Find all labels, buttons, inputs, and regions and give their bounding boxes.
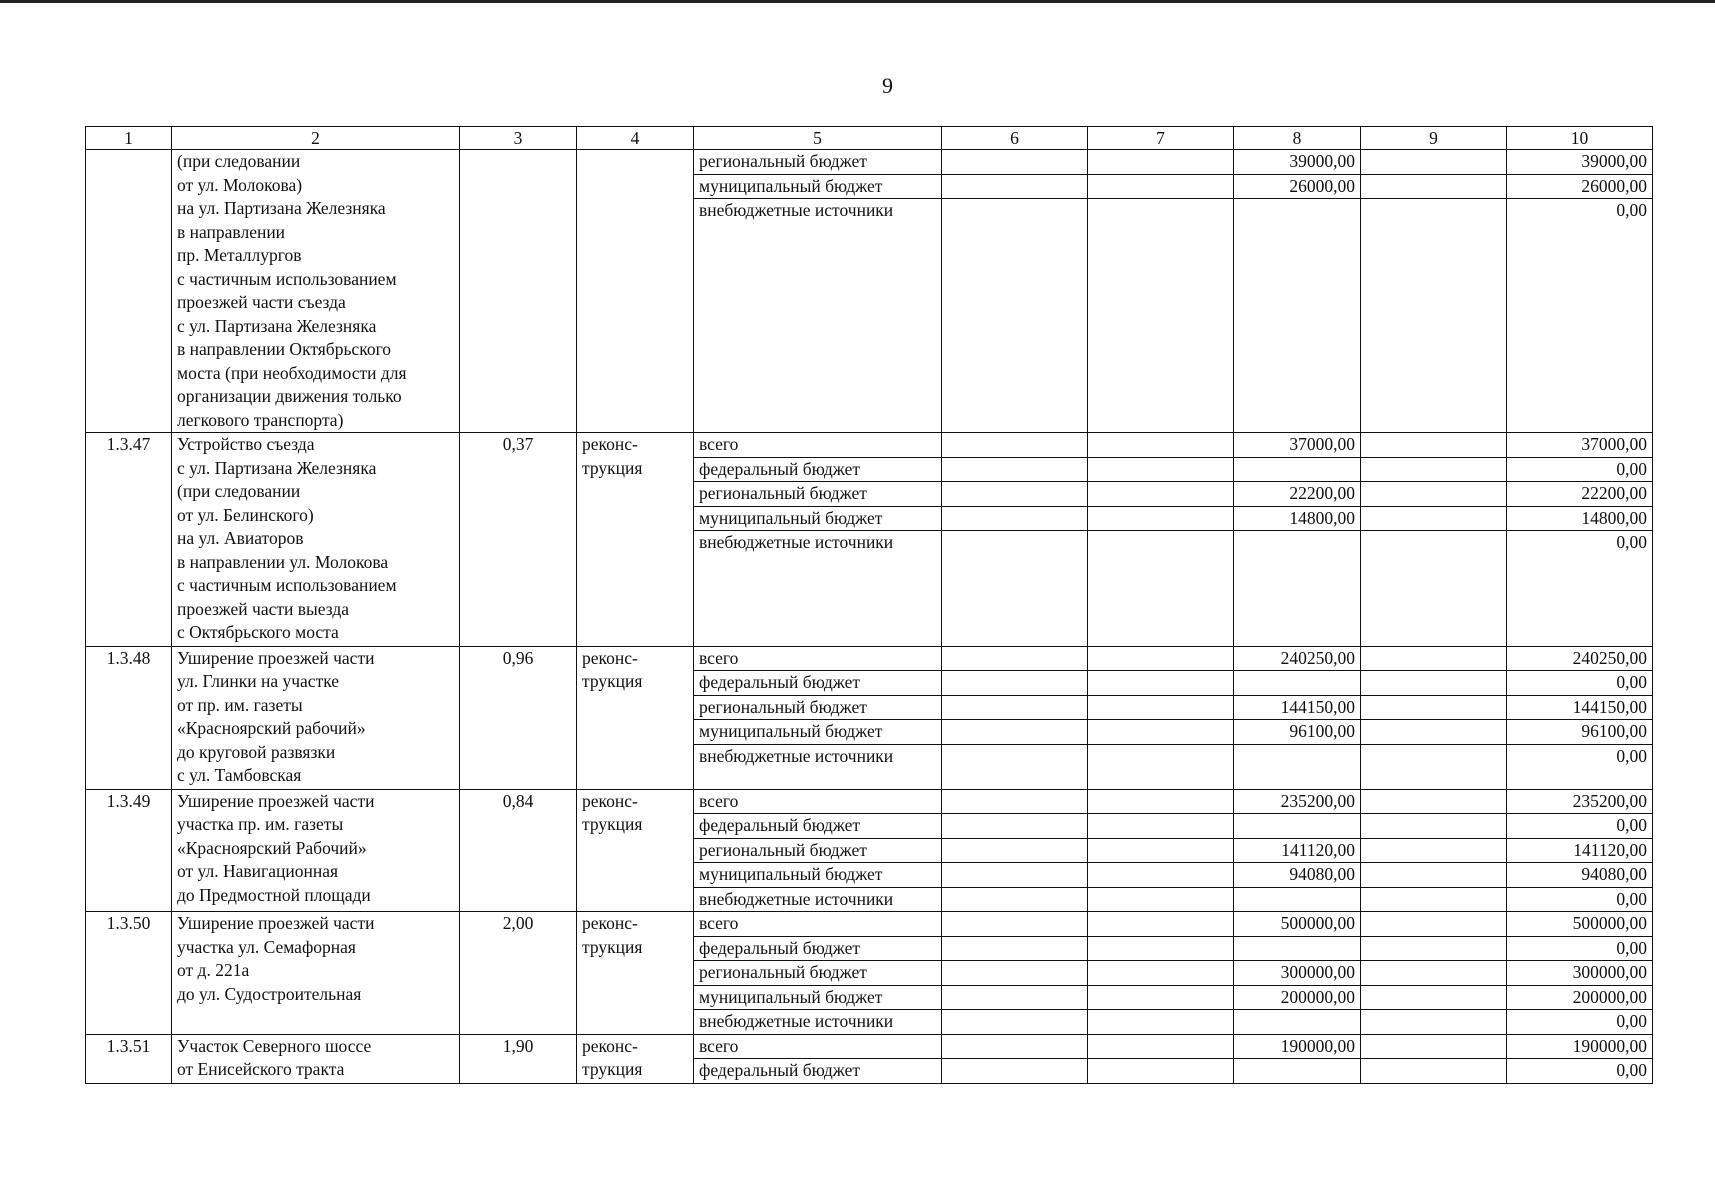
capacity-cell: 0,96 — [460, 646, 577, 789]
amount-col9 — [1361, 936, 1507, 961]
funding-source: муниципальный бюджет — [694, 863, 942, 888]
amount-col6 — [942, 863, 1088, 888]
funding-source: муниципальный бюджет — [694, 720, 942, 745]
amount-col9 — [1361, 150, 1507, 175]
scan-top-edge — [0, 0, 1715, 3]
table-row — [86, 646, 1653, 671]
amount-total: 0,00 — [1507, 887, 1653, 912]
amount-total: 500000,00 — [1507, 912, 1653, 937]
amount-col7 — [1088, 814, 1234, 839]
amount-col6 — [942, 936, 1088, 961]
amount-col8: 22200,00 — [1234, 482, 1361, 507]
amount-col9 — [1361, 457, 1507, 482]
amount-col6 — [942, 482, 1088, 507]
amount-col6 — [942, 985, 1088, 1010]
amount-col7 — [1088, 150, 1234, 175]
table-body — [86, 150, 1653, 1084]
amount-col6 — [942, 814, 1088, 839]
amount-col7 — [1088, 482, 1234, 507]
table-row — [86, 150, 1653, 175]
amount-col7 — [1088, 433, 1234, 458]
amount-col6 — [942, 671, 1088, 696]
amount-col6 — [942, 887, 1088, 912]
amount-total: 240250,00 — [1507, 646, 1653, 671]
amount-col8: 240250,00 — [1234, 646, 1361, 671]
item-number — [86, 150, 172, 433]
amount-col8: 26000,00 — [1234, 174, 1361, 199]
amount-col9 — [1361, 912, 1507, 937]
amount-col8: 14800,00 — [1234, 506, 1361, 531]
amount-total: 0,00 — [1507, 744, 1653, 789]
amount-col8 — [1234, 457, 1361, 482]
amount-total: 235200,00 — [1507, 789, 1653, 814]
amount-total: 0,00 — [1507, 814, 1653, 839]
funding-source: внебюджетные источники — [694, 199, 942, 433]
amount-col6 — [942, 150, 1088, 175]
amount-col8: 144150,00 — [1234, 695, 1361, 720]
work-type-cell: реконс- трукция — [577, 912, 694, 1035]
amount-col6 — [942, 789, 1088, 814]
amount-col8: 39000,00 — [1234, 150, 1361, 175]
amount-total: 39000,00 — [1507, 150, 1653, 175]
amount-col9 — [1361, 789, 1507, 814]
amount-col9 — [1361, 720, 1507, 745]
amount-total: 26000,00 — [1507, 174, 1653, 199]
amount-col9 — [1361, 671, 1507, 696]
amount-col6 — [942, 174, 1088, 199]
funding-source: региональный бюджет — [694, 838, 942, 863]
table-row — [86, 433, 1653, 458]
amount-col9 — [1361, 1059, 1507, 1084]
amount-total: 0,00 — [1507, 936, 1653, 961]
amount-col6 — [942, 912, 1088, 937]
funding-source: федеральный бюджет — [694, 671, 942, 696]
amount-col7 — [1088, 936, 1234, 961]
column-header: 7 — [1088, 127, 1234, 150]
amount-total: 0,00 — [1507, 1010, 1653, 1035]
amount-col6 — [942, 646, 1088, 671]
amount-total: 96100,00 — [1507, 720, 1653, 745]
funding-source: федеральный бюджет — [694, 457, 942, 482]
amount-total: 190000,00 — [1507, 1034, 1653, 1059]
work-type-cell: реконс- трукция — [577, 789, 694, 912]
amount-col8: 235200,00 — [1234, 789, 1361, 814]
item-description: Уширение проезжей части участка пр. им. газеты «Красноярский Рабочий» от ул. Навигационная до Предмостной площади — [172, 789, 460, 912]
amount-col7 — [1088, 457, 1234, 482]
amount-total: 0,00 — [1507, 531, 1653, 647]
amount-col7 — [1088, 199, 1234, 433]
amount-total: 22200,00 — [1507, 482, 1653, 507]
funding-source: всего — [694, 789, 942, 814]
amount-col9 — [1361, 744, 1507, 789]
amount-col6 — [942, 1059, 1088, 1084]
amount-col7 — [1088, 863, 1234, 888]
amount-col7 — [1088, 174, 1234, 199]
amount-col6 — [942, 199, 1088, 433]
amount-total: 0,00 — [1507, 671, 1653, 696]
column-header: 2 — [172, 127, 460, 150]
amount-total: 0,00 — [1507, 457, 1653, 482]
amount-col6 — [942, 961, 1088, 986]
funding-source: федеральный бюджет — [694, 814, 942, 839]
amount-col9 — [1361, 506, 1507, 531]
amount-col9 — [1361, 838, 1507, 863]
item-description: (при следовании от ул. Молокова) на ул. Партизана Железняка в направлении пр. Металлургов с частичным использованием проезжей части съезда с ул. Партизана Железняка в направлении Октябрьского моста (при необходимости для организации движения только легкового транспорта) — [172, 150, 460, 433]
funding-source: муниципальный бюджет — [694, 506, 942, 531]
amount-col6 — [942, 744, 1088, 789]
amount-total: 200000,00 — [1507, 985, 1653, 1010]
capacity-cell: 0,37 — [460, 433, 577, 647]
item-number: 1.3.49 — [86, 789, 172, 912]
amount-col7 — [1088, 506, 1234, 531]
work-type-cell: реконс- трукция — [577, 646, 694, 789]
column-header: 1 — [86, 127, 172, 150]
amount-col9 — [1361, 863, 1507, 888]
amount-col7 — [1088, 671, 1234, 696]
capacity-cell: 2,00 — [460, 912, 577, 1035]
column-header: 6 — [942, 127, 1088, 150]
item-number: 1.3.50 — [86, 912, 172, 1035]
budget-table — [85, 126, 1653, 1084]
amount-col8 — [1234, 936, 1361, 961]
amount-col8: 300000,00 — [1234, 961, 1361, 986]
amount-col6 — [942, 838, 1088, 863]
work-type-cell: реконс- трукция — [577, 1034, 694, 1083]
amount-total: 0,00 — [1507, 199, 1653, 433]
amount-col8 — [1234, 531, 1361, 647]
amount-col8 — [1234, 199, 1361, 433]
amount-total: 300000,00 — [1507, 961, 1653, 986]
amount-col6 — [942, 506, 1088, 531]
amount-col7 — [1088, 1059, 1234, 1084]
amount-col6 — [942, 695, 1088, 720]
amount-col6 — [942, 433, 1088, 458]
amount-total: 94080,00 — [1507, 863, 1653, 888]
amount-col9 — [1361, 199, 1507, 433]
amount-col8: 190000,00 — [1234, 1034, 1361, 1059]
column-header: 4 — [577, 127, 694, 150]
amount-col7 — [1088, 912, 1234, 937]
item-description: Участок Северного шоссе от Енисейского тракта — [172, 1034, 460, 1083]
amount-col6 — [942, 1034, 1088, 1059]
amount-col9 — [1361, 482, 1507, 507]
funding-source: региональный бюджет — [694, 961, 942, 986]
amount-col9 — [1361, 433, 1507, 458]
column-header: 5 — [694, 127, 942, 150]
amount-total: 37000,00 — [1507, 433, 1653, 458]
amount-col8: 94080,00 — [1234, 863, 1361, 888]
amount-total: 0,00 — [1507, 1059, 1653, 1084]
amount-col8: 37000,00 — [1234, 433, 1361, 458]
page-number: 9 — [882, 73, 893, 98]
column-header: 10 — [1507, 127, 1653, 150]
amount-col9 — [1361, 531, 1507, 647]
funding-source: внебюджетные источники — [694, 531, 942, 647]
item-description: Уширение проезжей части участка ул. Семафорная от д. 221а до ул. Судостроительная — [172, 912, 460, 1035]
funding-source: внебюджетные источники — [694, 1010, 942, 1035]
amount-col6 — [942, 720, 1088, 745]
table-row — [86, 1034, 1653, 1059]
amount-col7 — [1088, 1010, 1234, 1035]
amount-col7 — [1088, 1034, 1234, 1059]
amount-col8: 200000,00 — [1234, 985, 1361, 1010]
capacity-cell: 1,90 — [460, 1034, 577, 1083]
column-header: 9 — [1361, 127, 1507, 150]
funding-source: федеральный бюджет — [694, 1059, 942, 1084]
amount-col9 — [1361, 887, 1507, 912]
item-description: Уширение проезжей части ул. Глинки на участке от пр. им. газеты «Красноярский рабочий» до круговой развязки с ул. Тамбовская — [172, 646, 460, 789]
funding-source: всего — [694, 912, 942, 937]
funding-source: муниципальный бюджет — [694, 985, 942, 1010]
amount-col8 — [1234, 744, 1361, 789]
amount-col7 — [1088, 720, 1234, 745]
amount-col7 — [1088, 985, 1234, 1010]
amount-col7 — [1088, 887, 1234, 912]
funding-source: внебюджетные источники — [694, 887, 942, 912]
amount-col9 — [1361, 646, 1507, 671]
amount-col7 — [1088, 646, 1234, 671]
amount-col7 — [1088, 789, 1234, 814]
amount-col9 — [1361, 961, 1507, 986]
amount-col8: 500000,00 — [1234, 912, 1361, 937]
table-row — [86, 789, 1653, 814]
amount-total: 141120,00 — [1507, 838, 1653, 863]
item-number: 1.3.47 — [86, 433, 172, 647]
funding-source: региональный бюджет — [694, 482, 942, 507]
funding-source: всего — [694, 433, 942, 458]
amount-col9 — [1361, 174, 1507, 199]
amount-col6 — [942, 531, 1088, 647]
funding-source: внебюджетные источники — [694, 744, 942, 789]
amount-total: 14800,00 — [1507, 506, 1653, 531]
amount-col9 — [1361, 1010, 1507, 1035]
column-header: 3 — [460, 127, 577, 150]
amount-col6 — [942, 457, 1088, 482]
funding-source: муниципальный бюджет — [694, 174, 942, 199]
amount-col7 — [1088, 838, 1234, 863]
amount-col9 — [1361, 1034, 1507, 1059]
capacity-cell — [460, 150, 577, 433]
funding-source: всего — [694, 646, 942, 671]
amount-col7 — [1088, 961, 1234, 986]
column-number-row — [86, 127, 1653, 150]
item-number: 1.3.48 — [86, 646, 172, 789]
amount-col8 — [1234, 671, 1361, 696]
amount-col8 — [1234, 814, 1361, 839]
amount-col7 — [1088, 531, 1234, 647]
amount-col9 — [1361, 695, 1507, 720]
amount-total: 144150,00 — [1507, 695, 1653, 720]
amount-col8 — [1234, 1059, 1361, 1084]
funding-source: всего — [694, 1034, 942, 1059]
amount-col7 — [1088, 695, 1234, 720]
item-description: Устройство съезда с ул. Партизана Железняка (при следовании от ул. Белинского) на ул. Авиаторов в направлении ул. Молокова с частичным использованием проезжей части выезда с Октябрьского моста — [172, 433, 460, 647]
amount-col9 — [1361, 985, 1507, 1010]
amount-col8: 141120,00 — [1234, 838, 1361, 863]
amount-col6 — [942, 1010, 1088, 1035]
column-header: 8 — [1234, 127, 1361, 150]
amount-col8: 96100,00 — [1234, 720, 1361, 745]
funding-source: региональный бюджет — [694, 695, 942, 720]
work-type-cell: реконс- трукция — [577, 433, 694, 647]
funding-source: региональный бюджет — [694, 150, 942, 175]
item-number: 1.3.51 — [86, 1034, 172, 1083]
work-type-cell — [577, 150, 694, 433]
capacity-cell: 0,84 — [460, 789, 577, 912]
funding-source: федеральный бюджет — [694, 936, 942, 961]
amount-col9 — [1361, 814, 1507, 839]
amount-col8 — [1234, 887, 1361, 912]
amount-col8 — [1234, 1010, 1361, 1035]
amount-col7 — [1088, 744, 1234, 789]
table-row — [86, 912, 1653, 937]
